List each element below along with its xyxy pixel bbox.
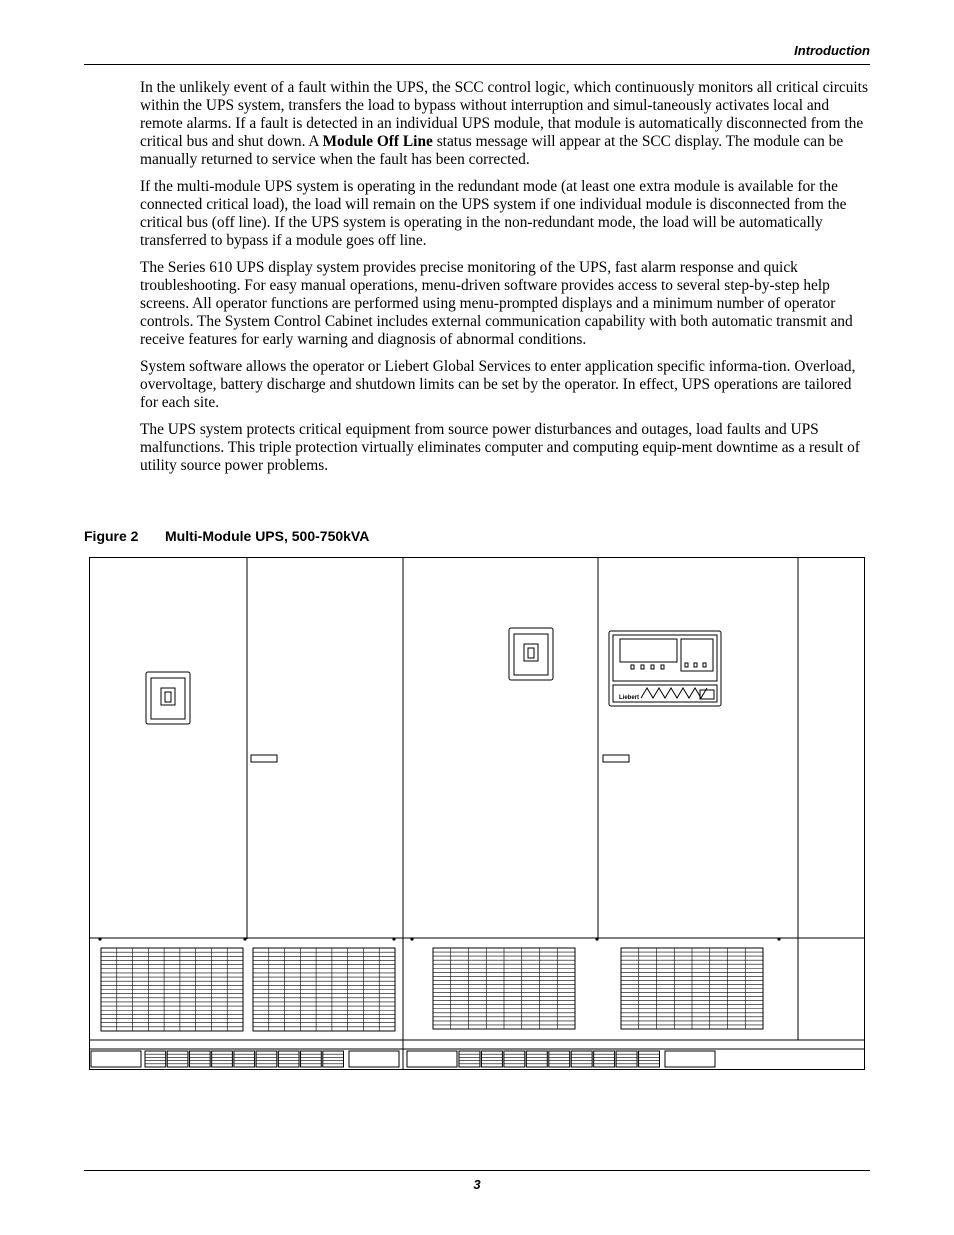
base-vent-strip	[91, 1040, 715, 1070]
paragraph	[140, 421, 868, 475]
page-number: 3	[473, 1177, 481, 1192]
paragraph-text: The Series 610 UPS display system provides precise monitoring of the UPS, fast alarm response and quick troubleshooting. For easy manual operations, menu-driven software provides access to several step-by-step help screens. All operator functions are performed using menu-prompted displays and a minimum number of operator controls. The System Control Cabinet includes external communication capability with both automatic transmit and receive features for early warning and diagnosis of abnormal conditions.	[140, 259, 853, 348]
bold-term: Module Off Line	[322, 133, 433, 150]
vent-grille	[621, 948, 763, 1029]
figure-caption	[84, 528, 369, 544]
paragraph-text: System software allows the operator or Liebert Global Services to enter application specific informa-tion. Overload, overvoltage, battery discharge and shutdown limits can be set by the operator. In effect, UPS operations are tailored for each site.	[140, 358, 856, 411]
footer-rule	[84, 1170, 870, 1171]
paragraph	[140, 178, 868, 250]
door-handle	[603, 755, 629, 762]
paragraph-text: In the unlikely event of a fault within the UPS, the SCC control logic, which continuously monitors all critical circuits within the UPS system, transfers the load to bypass without interruption and simul-taneously activates local and remote alarms. If a fault is detected in an individual UPS module, that module is automatically disconnected from the critical bus and shut down. A	[140, 79, 868, 150]
vent-grille	[253, 948, 395, 1031]
paragraph	[140, 259, 868, 349]
figure-title: Multi-Module UPS, 500-750kVA	[165, 528, 370, 544]
figure-number: Figure 2	[84, 528, 139, 544]
paragraph-text: If the multi-module UPS system is operating in the redundant mode (at least one extra module is available for the connected critical load), the load will remain on the UPS system if one individual module is disconnected from the critical bus (off line). If the UPS system is operating in the non-redundant mode, the load will be automatically transferred to bypass if a module goes off line.	[140, 178, 847, 249]
breaker-switch-icon	[146, 672, 190, 724]
body-text	[140, 79, 868, 484]
paragraph-text: The UPS system protects critical equipment from source power disturbances and outages, load faults and UPS malfunctions. This triple protection virtually eliminates computer and computing equip-ment downtime as a result of utility source power problems.	[140, 421, 860, 474]
running-header: Introduction	[794, 43, 870, 58]
door-handle	[251, 755, 277, 762]
header-rule	[84, 64, 870, 65]
ups-cabinet-drawing	[89, 557, 865, 1071]
paragraph-text: status message will appear at the SCC display. The module can be manually returned to service when the fault has been corrected.	[140, 133, 844, 168]
vent-grilles	[101, 948, 763, 1031]
paragraph	[140, 79, 868, 169]
liebert-logo: Liebert	[619, 695, 640, 701]
vent-grille	[101, 948, 243, 1031]
paragraph	[140, 358, 868, 412]
vent-grille	[433, 948, 575, 1029]
breaker-switch-icon	[509, 628, 553, 680]
